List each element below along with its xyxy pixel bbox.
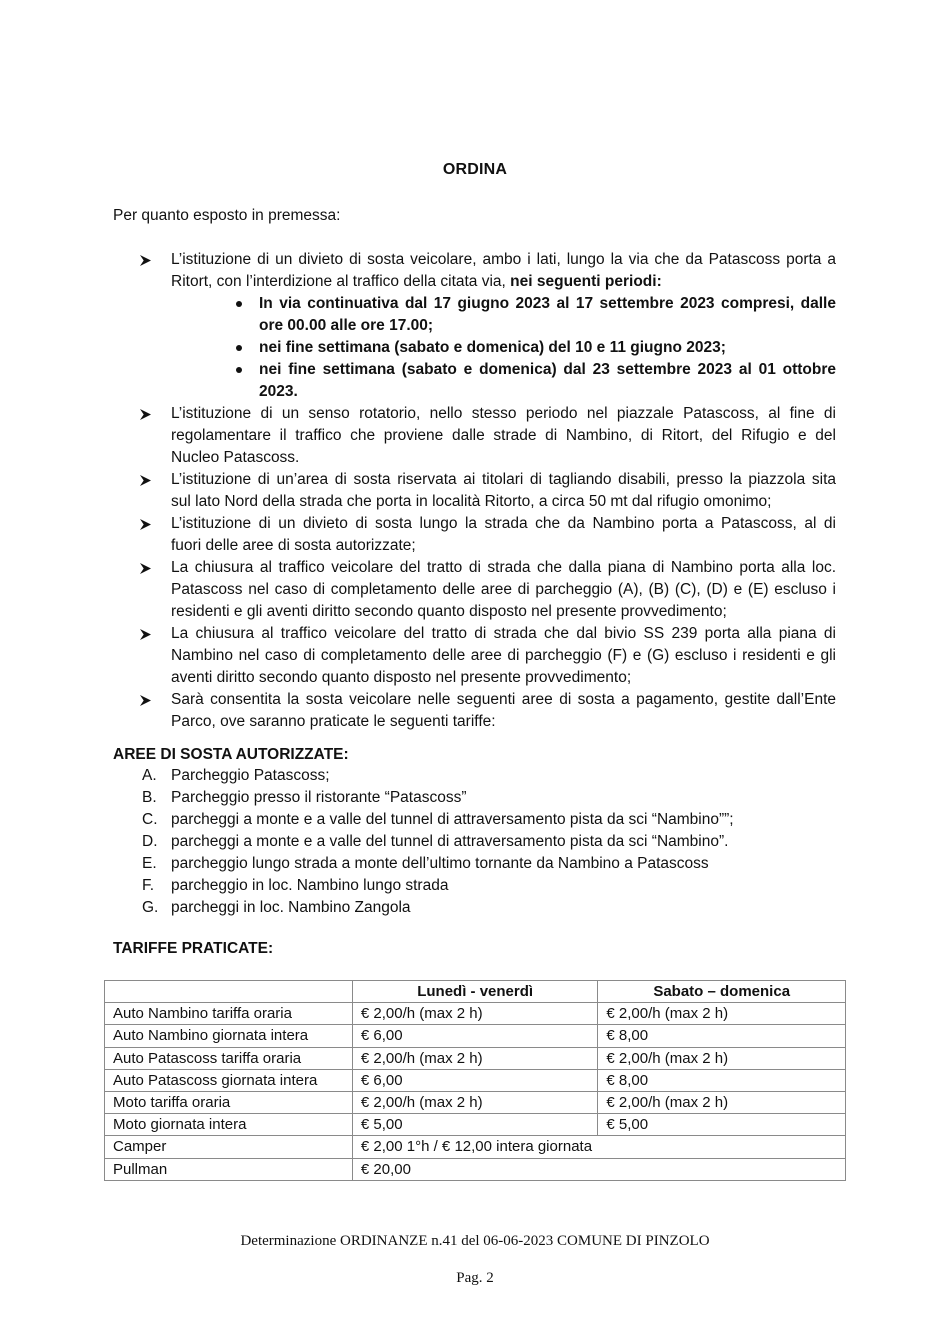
arrow-bullet-icon: [140, 557, 154, 579]
bullet-dot-icon: [235, 337, 243, 359]
intro-text: Per quanto esposto in premessa:: [113, 207, 341, 224]
area-letter: E.: [142, 855, 157, 872]
table-cell: € 2,00/h (max 2 h): [598, 1003, 846, 1025]
item-6-line-3: aventi diritto secondo quanto disposto nel presente provvedimento;: [171, 669, 632, 686]
table-row: [105, 1025, 846, 1047]
item-5-line-2: Patascoss nel caso di completamento delle aree di parcheggio (A), (B) (C), (D) e (E) escluso i: [171, 581, 836, 598]
areas-heading: AREE DI SOSTA AUTORIZZATE:: [113, 746, 349, 763]
table-cell: € 8,00: [598, 1069, 846, 1091]
table-cell: Pullman: [105, 1158, 353, 1180]
table-cell: € 2,00/h (max 2 h): [352, 1003, 598, 1025]
item-3-line-2: sul lato Nord della strada che porta in località Ritorto, a circa 50 mt dal rifugio omonimo;: [171, 493, 772, 510]
table-cell: € 2,00/h (max 2 h): [352, 1047, 598, 1069]
item-6-line-1: La chiusura al traffico veicolare del tratto di strada che dal bivio SS 239 porta alla piana di: [171, 625, 836, 642]
table-cell: € 5,00: [598, 1114, 846, 1136]
bullet-dot-icon: [235, 359, 243, 381]
item-4-line-2: fuori delle aree di sosta autorizzate;: [171, 537, 416, 554]
area-letter: F.: [142, 877, 155, 894]
table-row: [105, 1091, 846, 1113]
table-row: [105, 1158, 846, 1180]
area-letter: C.: [142, 811, 158, 828]
table-cell: € 6,00: [352, 1025, 598, 1047]
table-cell: Auto Patascoss tariffa oraria: [105, 1047, 353, 1069]
item-5-line-3: residenti e gli aventi diritto secondo quanto disposto nel presente provvedimento;: [171, 603, 727, 620]
item-5-line-1: La chiusura al traffico veicolare del tratto di strada che dalla piana di Nambino porta alla loc.: [171, 559, 836, 576]
arrow-bullet-icon: [140, 403, 154, 425]
area-letter: A.: [142, 767, 157, 784]
footer-reference: Determinazione ORDINANZE n.41 del 06-06-2023 COMUNE DI PINZOLO: [240, 1233, 710, 1249]
period-1-line-1: In via continuativa dal 17 giugno 2023 al 17 settembre 2023 compresi, dalle: [259, 295, 836, 312]
rates-table: [104, 980, 846, 1181]
table-cell: € 5,00: [352, 1114, 598, 1136]
item-2-line-2: regolamentare il traffico che proviene dalle strade di Nambino, di Ritort, del Rifugio e del: [171, 427, 836, 444]
area-letter: B.: [142, 789, 157, 806]
table-row: [105, 1003, 846, 1025]
table-row: [105, 1069, 846, 1091]
arrow-bullet-icon: [140, 513, 154, 535]
table-cell: € 2,00/h (max 2 h): [352, 1091, 598, 1113]
item-6-line-2: Nambino nel caso di completamento delle aree di parcheggio (F) e (G) escluso i residenti e gli: [171, 647, 836, 664]
column-header: [105, 981, 353, 1003]
rates-heading: TARIFFE PRATICATE:: [113, 940, 274, 957]
area-item: parcheggio in loc. Nambino lungo strada: [171, 877, 449, 894]
area-item: parcheggi a monte e a valle del tunnel di attraversamento pista da sci “Nambino”.: [171, 833, 729, 850]
table-cell: € 2,00/h (max 2 h): [598, 1047, 846, 1069]
period-2-line-1: nei fine settimana (sabato e domenica) del 10 e 11 giugno 2023;: [259, 339, 726, 356]
item-2-line-3: Nucleo Patascoss.: [171, 449, 300, 466]
table-cell: € 20,00: [352, 1158, 845, 1180]
area-item: Parcheggio Patascoss;: [171, 767, 330, 784]
item-7-line-1: Sarà consentita la sosta veicolare nelle seguenti aree di sosta a pagamento, gestite dall’Ente: [171, 691, 836, 708]
table-cell: Auto Nambino tariffa oraria: [105, 1003, 353, 1025]
item-1-line-2: Ritort, con l’interdizione al traffico della citata via, nei seguenti periodi:: [171, 273, 662, 290]
area-item: parcheggio lungo strada a monte dell’ultimo tornante da Nambino a Patascoss: [171, 855, 709, 872]
item-3-line-1: L’istituzione di un’area di sosta riservata ai titolari di tagliando disabili, presso la piazzola sita: [171, 471, 836, 488]
arrow-bullet-icon: [140, 623, 154, 645]
period-1-line-2: ore 00.00 alle ore 17.00;: [259, 317, 434, 334]
table-cell: Moto tariffa oraria: [105, 1091, 353, 1113]
arrow-bullet-icon: [140, 469, 154, 491]
item-7-line-2: Parco, ove saranno praticate le seguenti tariffe:: [171, 713, 496, 730]
table-header-row: [105, 981, 846, 1003]
column-header: Lunedì - venerdì: [352, 981, 598, 1003]
period-3-line-1: nei fine settimana (sabato e domenica) dal 23 settembre 2023 al 01 ottobre: [259, 361, 836, 378]
area-item: Parcheggio presso il ristorante “Patascoss”: [171, 789, 467, 806]
page-number: Pag. 2: [456, 1270, 494, 1286]
item-2-line-1: L’istituzione di un senso rotatorio, nello stesso periodo nel piazzale Patascoss, al fine di: [171, 405, 836, 422]
area-item: parcheggi in loc. Nambino Zangola: [171, 899, 411, 916]
area-letter: D.: [142, 833, 158, 850]
table-cell: Auto Patascoss giornata intera: [105, 1069, 353, 1091]
table-row: [105, 1136, 846, 1158]
table-cell: € 2,00 1°h / € 12,00 intera giornata: [352, 1136, 845, 1158]
bullet-dot-icon: [235, 293, 243, 315]
item-1-line-1: L’istituzione di un divieto di sosta veicolare, ambo i lati, lungo la via che da Patascoss porta a: [171, 251, 836, 268]
table-cell: Auto Nambino giornata intera: [105, 1025, 353, 1047]
page-title: ORDINA: [442, 161, 508, 178]
item-4-line-1: L’istituzione di un divieto di sosta lungo la strada che da Nambino porta a Patascoss, al di: [171, 515, 836, 532]
table-cell: Moto giornata intera: [105, 1114, 353, 1136]
table-cell: € 6,00: [352, 1069, 598, 1091]
table-cell: Camper: [105, 1136, 353, 1158]
table-cell: € 8,00: [598, 1025, 846, 1047]
area-letter: G.: [142, 899, 159, 916]
table-cell: € 2,00/h (max 2 h): [598, 1091, 846, 1113]
area-item: parcheggi a monte e a valle del tunnel di attraversamento pista da sci “Nambino””;: [171, 811, 734, 828]
table-row: [105, 1047, 846, 1069]
table-row: [105, 1114, 846, 1136]
column-header: Sabato – domenica: [598, 981, 846, 1003]
period-3-line-2: 2023.: [259, 383, 298, 400]
arrow-bullet-icon: [140, 249, 154, 271]
arrow-bullet-icon: [140, 689, 154, 711]
